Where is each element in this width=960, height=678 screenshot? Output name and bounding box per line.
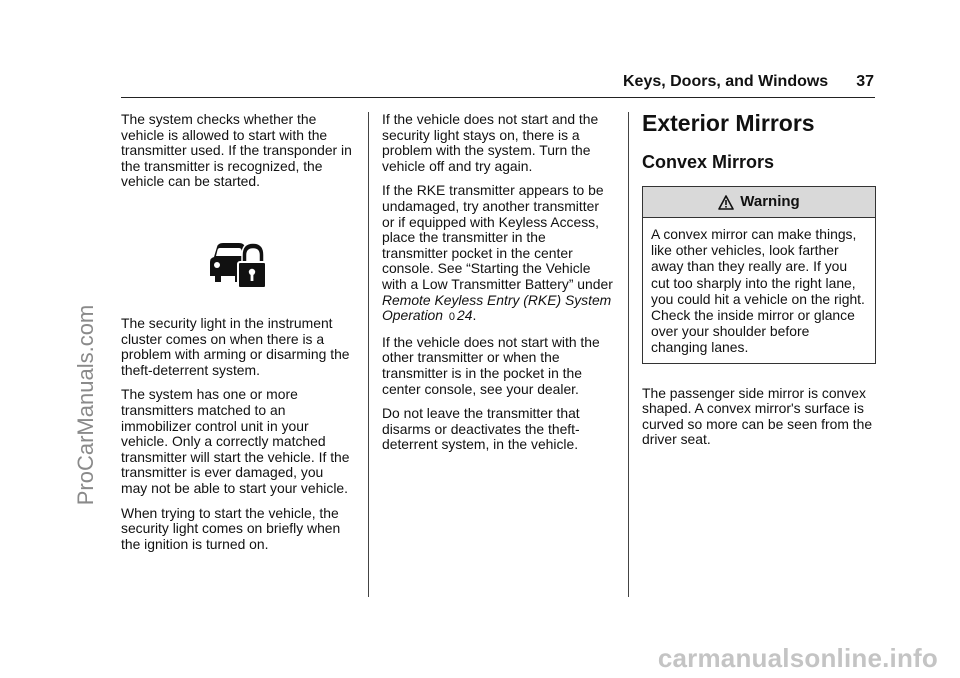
warning-header [643, 187, 875, 218]
column-left [121, 112, 353, 561]
paragraph-text: If the RKE transmitter appears to be undamaged, try another transmitter or if equipped with Keyless Access, place the transmitter in the transmitter pocket in the center console. See “Starting the Vehicle with a Low Transmitter Battery” under [382, 182, 613, 292]
warning-box [642, 186, 876, 364]
paragraph: Do not leave the transmitter that disarms or deactivates the theft-deterrent system, in the vehicle. [382, 405, 580, 453]
paragraph-end: . [472, 307, 477, 324]
paragraph: When trying to start the vehicle, the security light comes on briefly when the ignition is turned on. [121, 504, 341, 552]
paragraph: The system has one or more transmitters matched to an immobilizer control unit in your vehicle. Only a correctly matched transmitter will start the vehicle. If the transmitter is ever damaged, you may not be able to start your vehicle. [121, 386, 350, 496]
page-number: 37 [856, 73, 874, 90]
paragraph: The security light in the instrument cluster comes on when there is a problem with arming or disarming the theft-deterrent system. [121, 314, 350, 378]
column-middle [382, 112, 614, 462]
column-divider [368, 112, 369, 597]
warning-triangle-icon [718, 195, 734, 210]
page-ref-arrow-icon: 0 [448, 311, 455, 324]
paragraph: If the vehicle does not start and the security light stays on, there is a problem with the system. Turn the vehicle off and try again. [382, 111, 599, 174]
footer-watermark: carmanualsonline.info [657, 643, 938, 673]
page-header [121, 73, 874, 91]
warning-title: Warning [740, 193, 800, 211]
paragraph: The passenger side mirror is convex shaped. A convex mirror's surface is curved so more can be seen from the driver seat. [642, 384, 873, 448]
subsection-title: Convex Mirrors [642, 152, 775, 172]
column-right [642, 110, 876, 457]
header-rule [121, 97, 875, 98]
security-light-car-lock-icon [208, 238, 266, 290]
header-title: Keys, Doors, and Windows [622, 73, 829, 90]
side-watermark: ProCarManuals.com [73, 304, 98, 506]
column-divider [628, 112, 629, 597]
paragraph-with-reference [382, 183, 614, 325]
section-title: Exterior Mirrors [642, 110, 815, 136]
security-light-icon-figure [121, 238, 353, 290]
paragraph: The system checks whether the vehicle is allowed to start with the transmitter used. If the transponder in the transmitter is recognized, the vehicle can be started. [121, 111, 352, 190]
cross-reference-link[interactable]: Remote Keyless Entry (RKE) System Operation [382, 291, 612, 324]
warning-body: A convex mirror can make things, like other vehicles, look farther away than they really are. If you cut too sharply into the right lane, you could hit a vehicle on the right. Check the inside mirror or glance over your shoulder before changing lanes. [651, 226, 865, 356]
cross-reference-page[interactable]: 24 [457, 307, 473, 324]
paragraph: If the vehicle does not start with the other transmitter or when the transmitter is in the pocket in the center console, see your dealer. [382, 333, 600, 397]
